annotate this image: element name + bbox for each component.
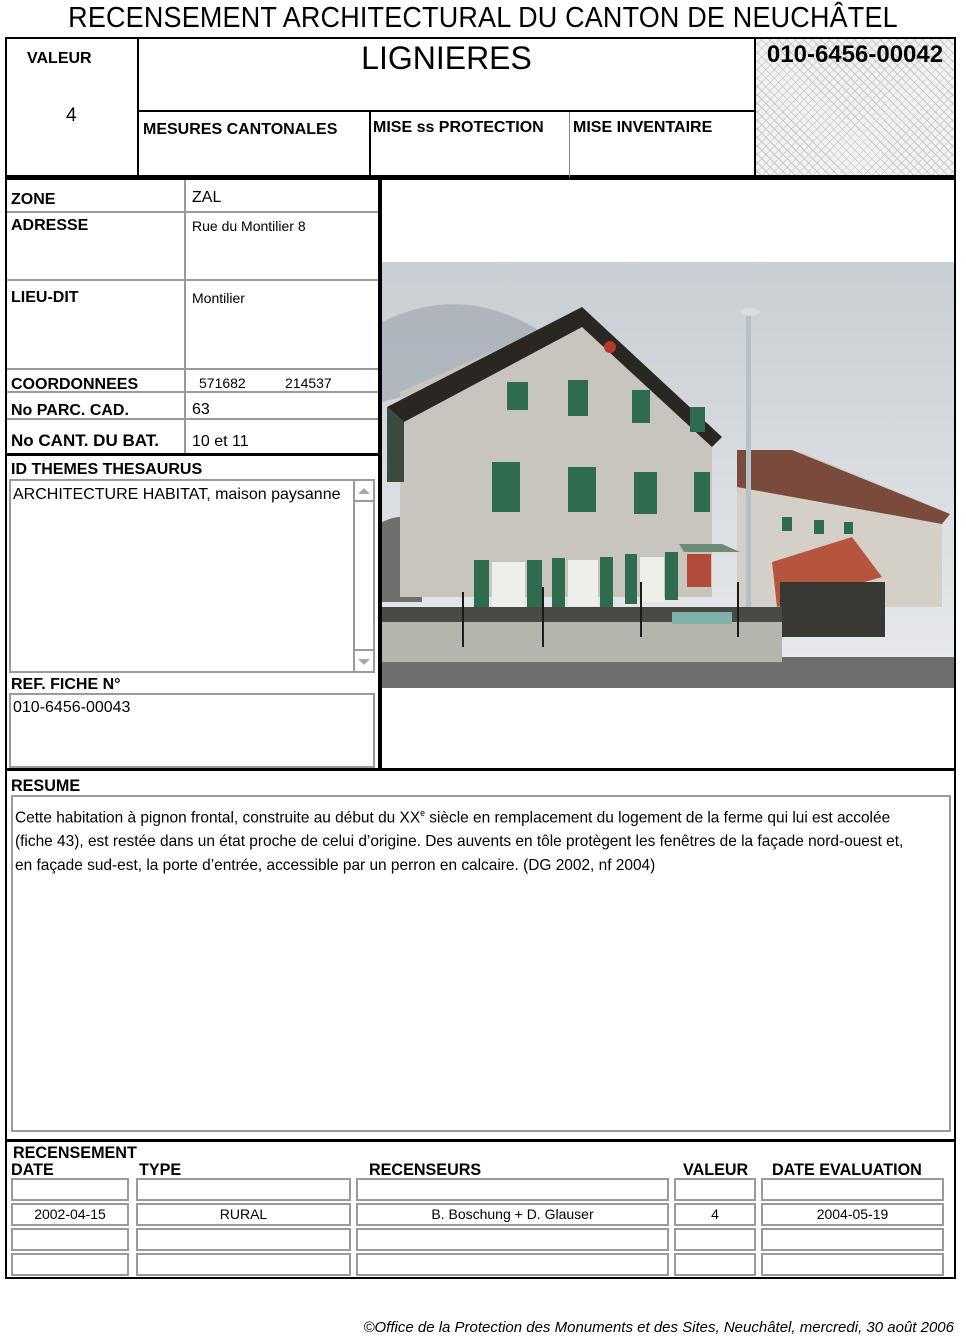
scroll-up-button[interactable] — [355, 481, 374, 502]
coordonnees-row — [7, 370, 378, 391]
zone-value: ZAL — [192, 189, 222, 206]
cant-bat-value: 10 et 11 — [192, 433, 249, 450]
document-title: RECENSEMENT ARCHITECTURAL DU CANTON DE NEUCHÂTEL — [68, 2, 898, 34]
coordonnees-y: 214537 — [285, 375, 332, 391]
cell-type[interactable] — [136, 1178, 351, 1201]
copyright-footer: ©Office de la Protection des Monuments et des Sites, Neuchâtel, mercredi, 30 août 2006 — [363, 1319, 954, 1336]
divider — [137, 110, 756, 112]
ref-fiche-label: REF. FICHE N° — [11, 676, 121, 693]
cant-bat-row — [7, 420, 378, 453]
cell-date[interactable]: 2002-04-15 — [11, 1203, 129, 1226]
commune-name: LIGNIERES — [361, 40, 532, 76]
cell-date-evaluation[interactable] — [761, 1228, 944, 1251]
valeur-label: VALEUR — [27, 50, 92, 67]
divider — [569, 112, 570, 177]
cell-recenseurs[interactable]: B. Boschung + D. Glauser — [356, 1203, 669, 1226]
recensement-label: RECENSEMENT — [13, 1143, 137, 1162]
col-header-date: DATE — [11, 1160, 54, 1179]
zone-label: ZONE — [11, 191, 56, 208]
thesaurus-scrollbar[interactable] — [353, 481, 374, 671]
thesaurus-label: ID THEMES THESAURUS — [11, 461, 203, 478]
thesaurus-textarea[interactable] — [9, 479, 375, 673]
resume-text-part2: siècle en remplacement du logement de la ferme qui lui est accolée (fiche 43), est restée dans un état proche de celui d’origine. Des auvents en tôle protègent les fenêtres de la façade nord-ouest et, en façade sud-est, la porte d’entrée, accessible par un perron en calcaire. (DG 2002, nf 2004) — [15, 809, 904, 875]
lieu-dit-label: LIEU-DIT — [11, 289, 79, 306]
cell-recenseurs[interactable] — [356, 1178, 669, 1201]
divider — [369, 110, 371, 177]
adresse-label: ADRESSE — [11, 217, 89, 234]
ref-fiche-value: 010-6456-00043 — [13, 699, 131, 716]
cell-date[interactable] — [11, 1253, 129, 1276]
col-header-valeur: VALEUR — [683, 1160, 749, 1179]
parc-cad-label: No PARC. CAD. — [11, 402, 129, 418]
resume-sup: e — [420, 808, 425, 818]
cell-date-evaluation[interactable]: 2004-05-19 — [761, 1203, 944, 1226]
coordonnees-x: 571682 — [199, 375, 246, 391]
divider — [5, 1139, 956, 1142]
mise-inventaire-label: MISE INVENTAIRE — [573, 119, 713, 136]
cell-valeur[interactable]: 4 — [674, 1203, 756, 1226]
cell-type[interactable] — [136, 1253, 351, 1276]
cell-date[interactable] — [11, 1178, 129, 1201]
cell-date-evaluation[interactable] — [761, 1253, 944, 1276]
arrow-up-icon — [358, 488, 370, 494]
col-header-date-evaluation: DATE EVALUATION — [772, 1160, 922, 1179]
cell-date[interactable] — [11, 1228, 129, 1251]
cell-recenseurs[interactable] — [356, 1253, 669, 1276]
resume-text-part1: Cette habitation à pignon frontal, construite au début du XX — [15, 809, 421, 827]
mesures-cantonales-label: MESURES CANTONALES — [143, 121, 338, 138]
cant-bat-label: No CANT. DU BAT. — [11, 431, 159, 450]
cell-recenseurs[interactable] — [356, 1228, 669, 1251]
divider — [7, 453, 378, 456]
parc-cad-value: 63 — [192, 401, 210, 418]
coordonnees-label: COORDONNEES — [11, 376, 139, 391]
thesaurus-text: ARCHITECTURE HABITAT, maison paysanne — [13, 486, 341, 503]
mise-protection-label: MISE ss PROTECTION — [373, 119, 544, 136]
scroll-down-button[interactable] — [355, 649, 374, 671]
building-photo — [382, 262, 954, 688]
valeur-value: 4 — [66, 105, 77, 126]
cell-valeur[interactable] — [674, 1253, 756, 1276]
adresse-value: Rue du Montilier 8 — [192, 218, 306, 234]
divider — [5, 768, 956, 771]
cell-date-evaluation[interactable] — [761, 1178, 944, 1201]
col-header-type: TYPE — [139, 1160, 182, 1179]
resume-text — [15, 801, 908, 878]
divider — [7, 279, 378, 281]
cell-valeur[interactable] — [674, 1228, 756, 1251]
col-header-recenseurs: RECENSEURS — [369, 1160, 482, 1179]
house-photo-icon — [382, 262, 954, 688]
divider — [7, 211, 378, 213]
cell-type[interactable]: RURAL — [136, 1203, 351, 1226]
fiche-id: 010-6456-00042 — [766, 41, 944, 68]
cell-type[interactable] — [136, 1228, 351, 1251]
cell-valeur[interactable] — [674, 1178, 756, 1201]
resume-textarea[interactable] — [11, 795, 951, 1132]
lieu-dit-value: Montilier — [192, 290, 245, 306]
parc-cad-row — [7, 393, 378, 418]
arrow-down-icon — [358, 659, 370, 665]
resume-label: RESUME — [11, 776, 81, 795]
divider — [5, 177, 956, 180]
ref-fiche-field[interactable] — [9, 693, 375, 768]
